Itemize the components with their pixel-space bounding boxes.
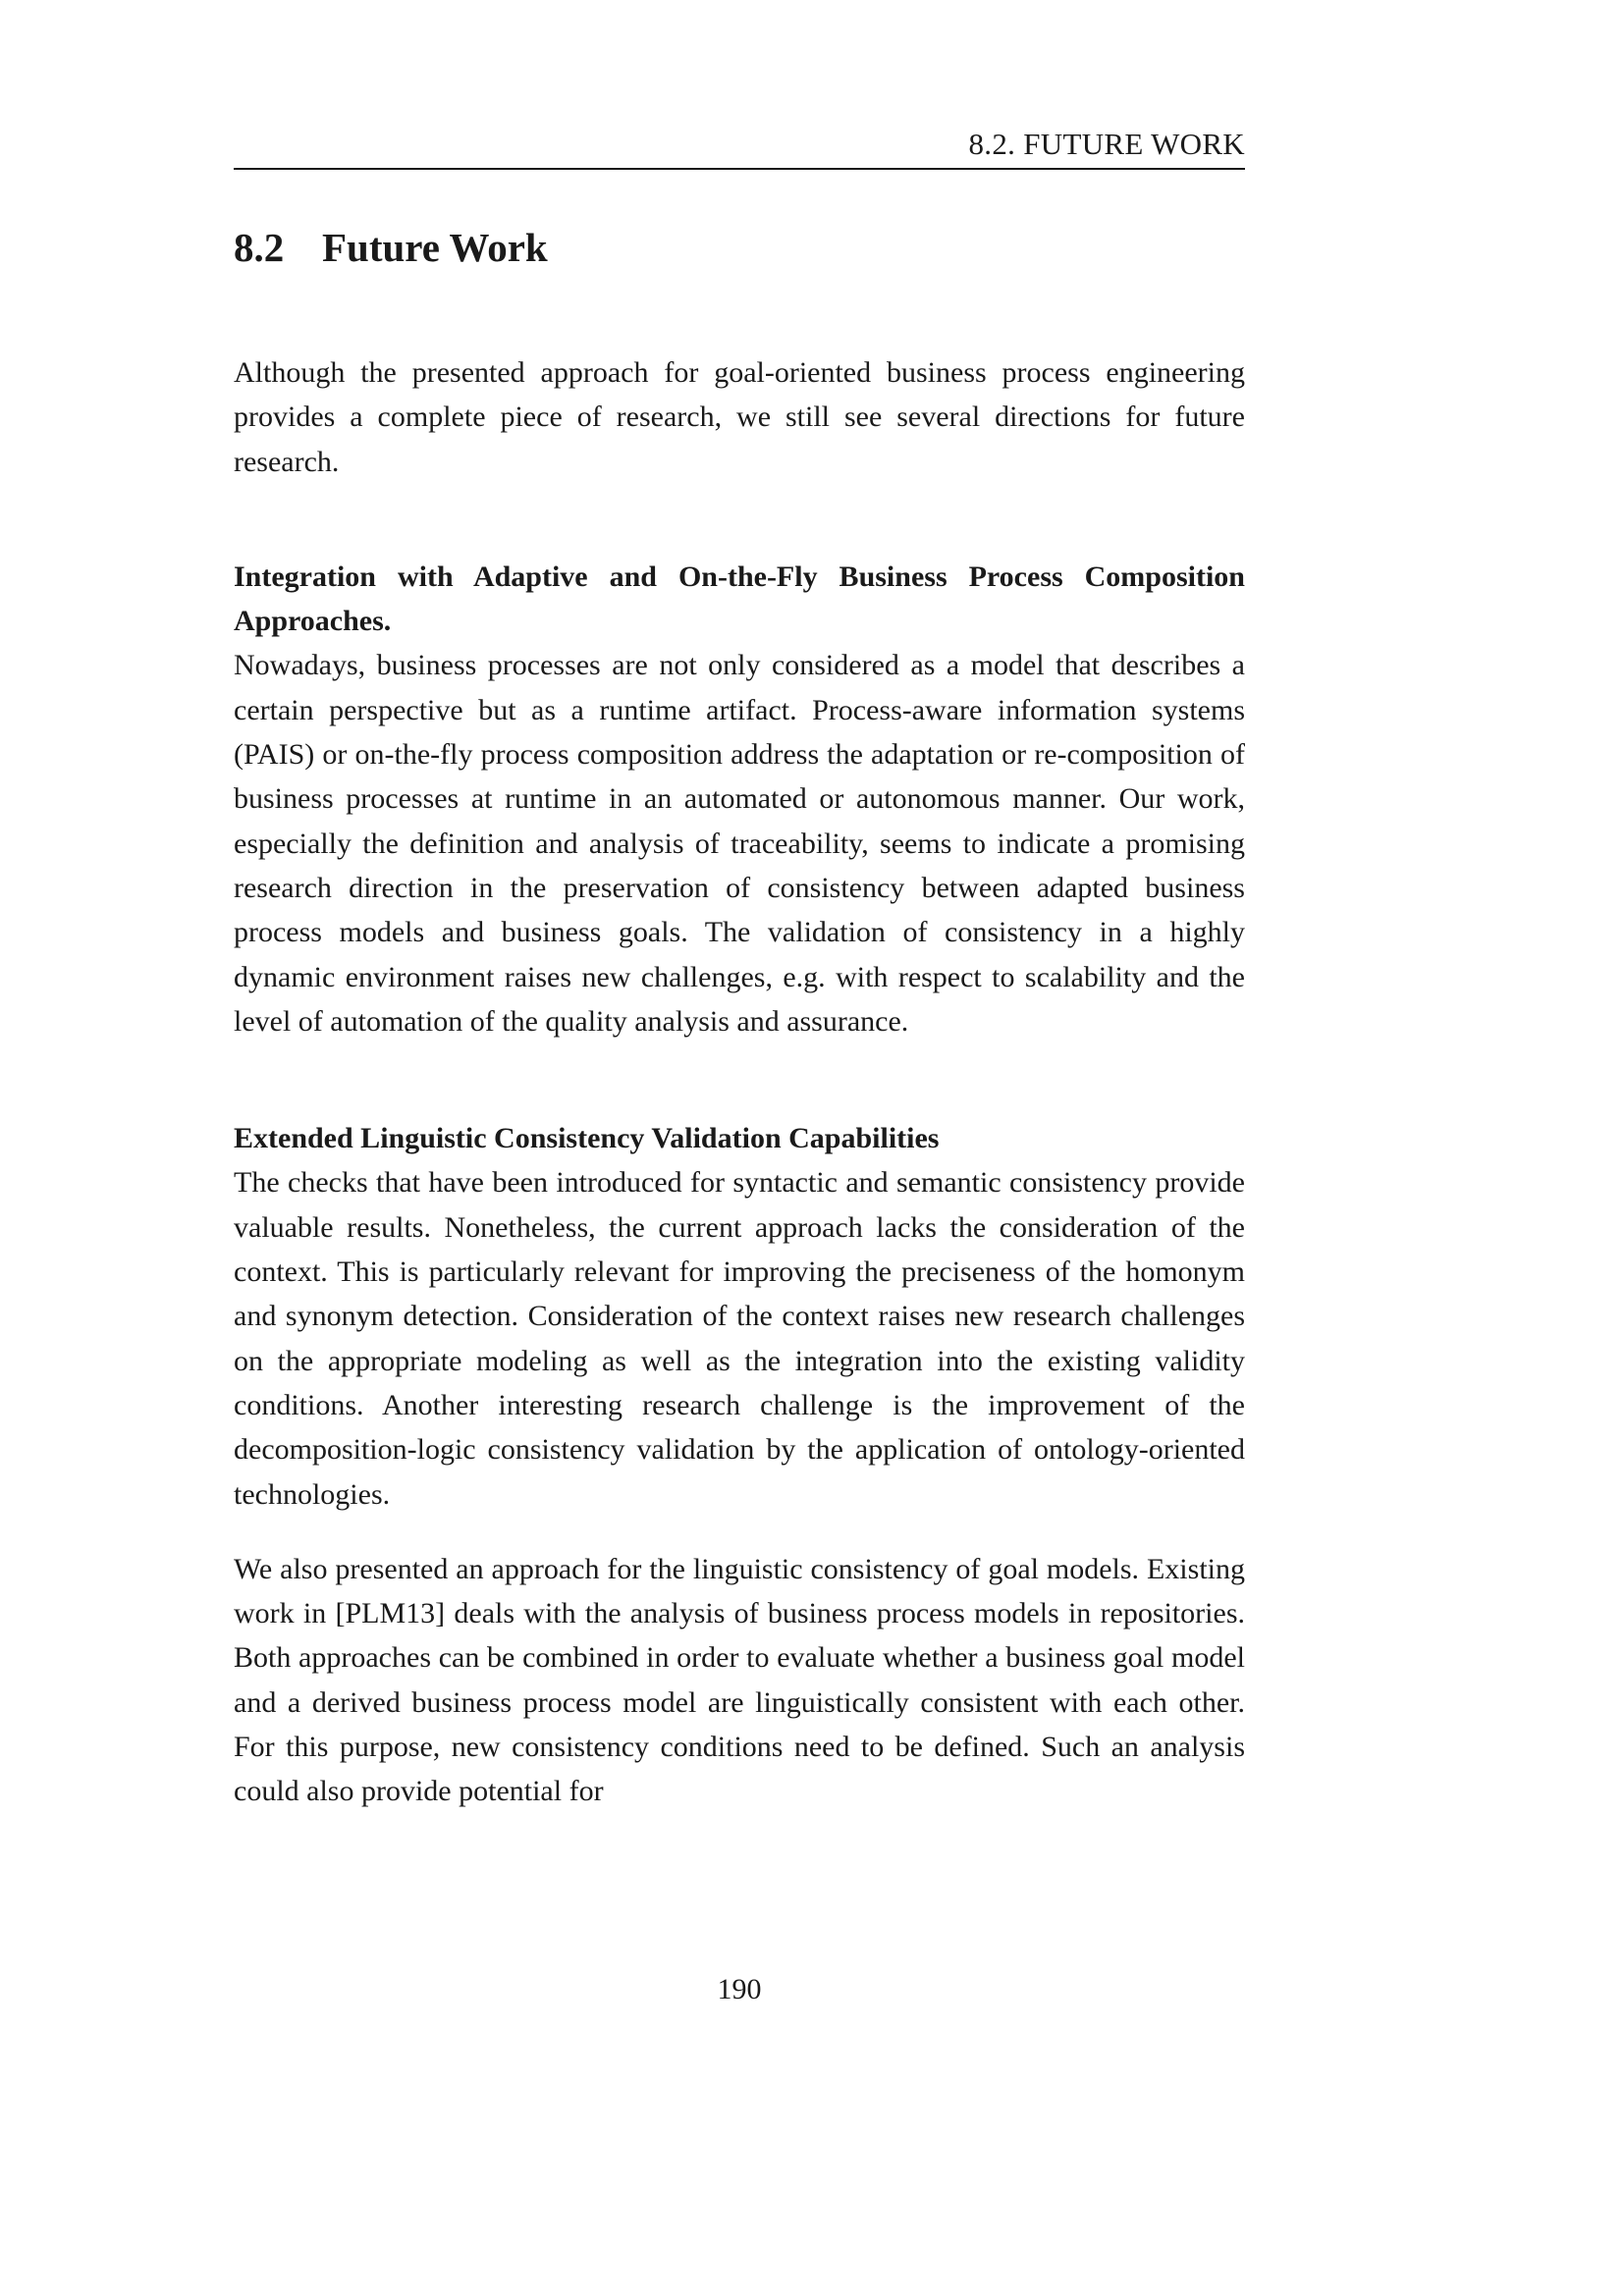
subsection-heading-integration: Integration with Adaptive and On-the-Fly Business Process Composition Approaches. <box>234 560 1245 638</box>
section-number: 8.2 <box>234 225 285 270</box>
section-title-text: Future Work <box>322 225 548 270</box>
header-rule <box>234 168 1245 170</box>
paragraph-integration: Nowadays, business processes are not only considered as a model that describes a certain perspective but as a runtime artifact. Process-aware information systems (PAIS) or on-the-fly process composition address the adaptation or re-composition of business processes at runtime in an automated or autonomous manner. Our work, especially the definition and analysis of traceability, seems to indicate a promising research direction in the preservation of consistency between adapted business process models and business goals. The validation of consistency in a highly dynamic environment raises new challenges, e.g. with respect to scalability and the level of automation of the quality analysis and assurance. <box>234 649 1245 1038</box>
subsection-heading-linguistic: Extended Linguistic Consistency Validation Capabilities <box>234 1122 940 1155</box>
page-number: 190 <box>717 1973 762 2005</box>
section-title <box>234 224 548 272</box>
section-content <box>234 350 1245 1814</box>
intro-paragraph: Although the presented approach for goal-oriented business process engineering provides a complete piece of research, we still see several directions for future research. <box>234 356 1245 478</box>
paragraph-linguistic-goal-models: We also presented an approach for the linguistic consistency of goal models. Existing work in [PLM13] deals with the analysis of business process models in repositories. Both approaches can be combined in order to evaluate whether a business goal model and a derived business process model are linguistically consistent with each other. For this purpose, new consistency conditions need to be defined. Such an analysis could also provide potential for <box>234 1552 1245 1808</box>
running-header: 8.2. FUTURE WORK <box>968 127 1245 161</box>
paragraph-linguistic-checks: The checks that have been introduced for syntactic and semantic consistency provide valuable results. Nonetheless, the current approach lacks the consideration of the context. This is particularly relevant for improving the preciseness of the homonym and synonym detection. Consideration of the context raises new research challenges on the appropriate modeling as well as the integration into the existing validity conditions. Another interesting research challenge is the improvement of the decomposition-logic consistency validation by the application of ontology-oriented technologies. <box>234 1166 1245 1511</box>
